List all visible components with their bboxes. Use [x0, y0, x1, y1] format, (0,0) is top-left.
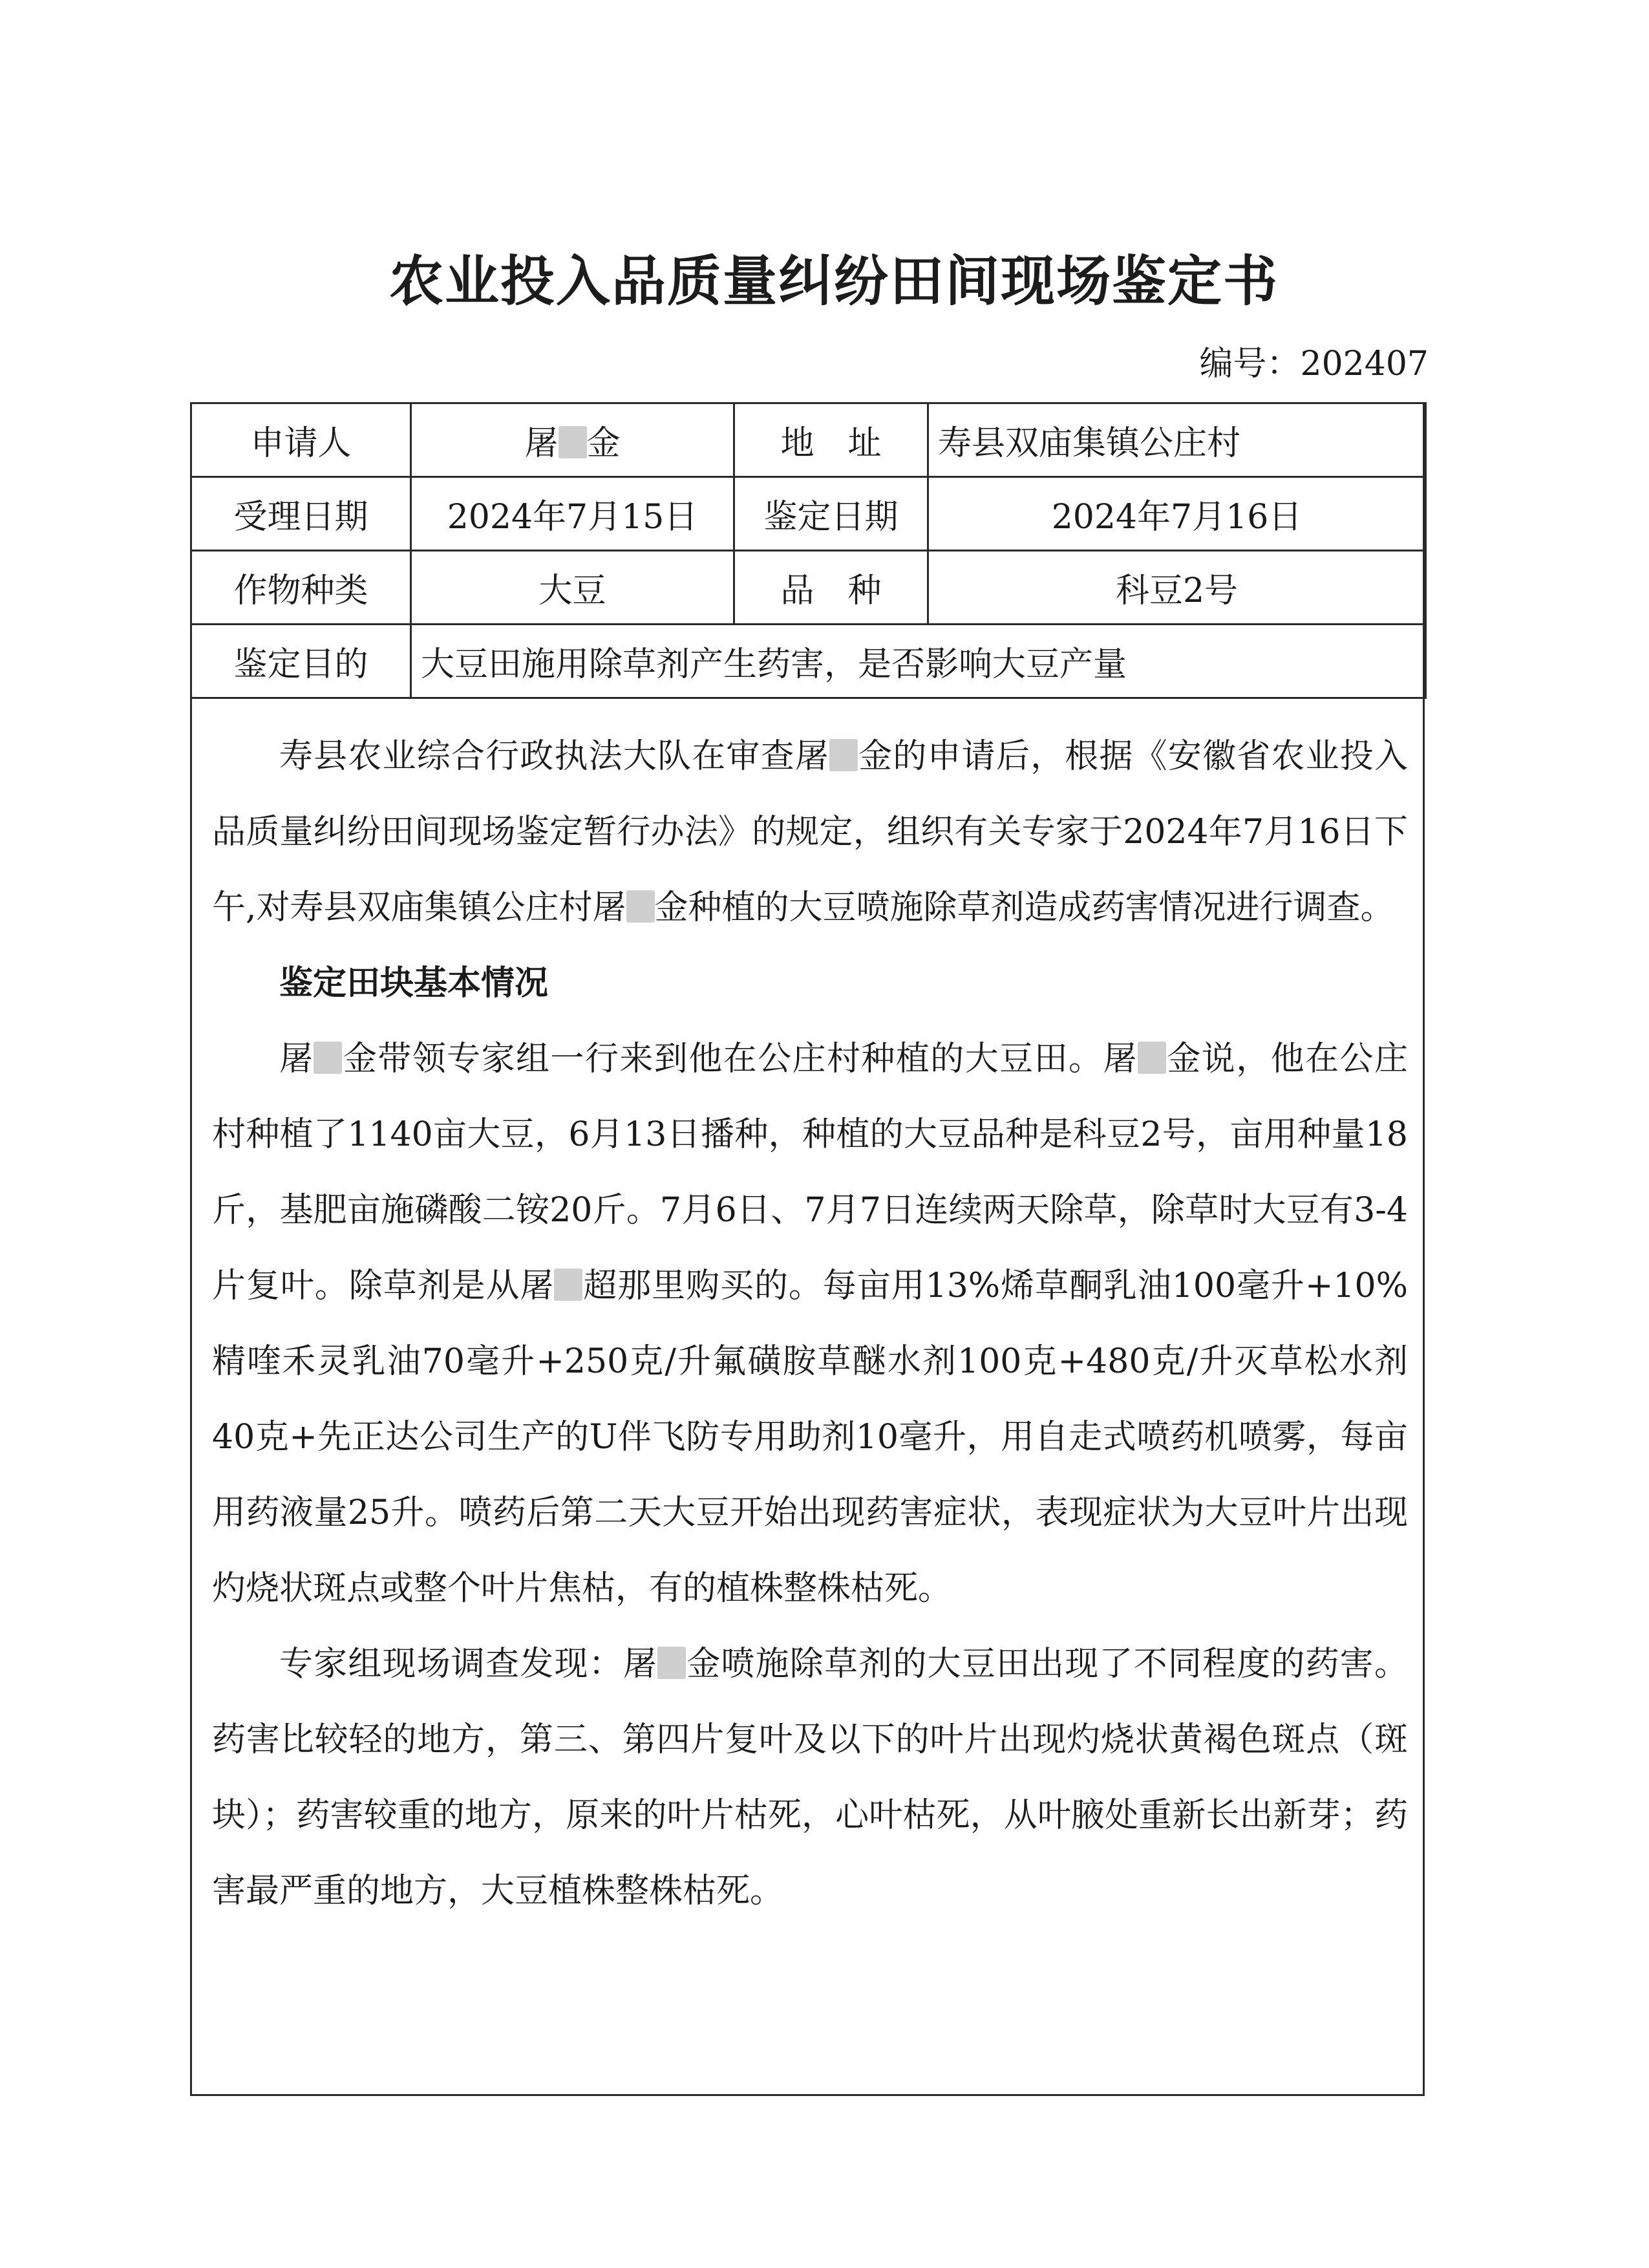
- table-row: [191, 551, 1426, 625]
- table-row: [191, 477, 1426, 551]
- variety-value: 科豆2号: [928, 551, 1426, 625]
- paragraph-intro: 寿县农业综合行政执法大队在审查屠 金的申请后，根据《安徽省农业投入品质量纠纷田间现场鉴定暂行办法》的规定，组织有关专家于2024年7月16日下午,对寿县双庙集镇公庄村屠 金种植的大豆喷施除草剂造成药害情况进行调查。: [212, 737, 1408, 927]
- document-title: 农业投入品质量纠纷田间现场鉴定书: [388, 250, 1279, 313]
- section-heading: 鉴定田块基本情况: [279, 964, 549, 1003]
- redacted-block: [1138, 1042, 1166, 1074]
- redacted-block: [626, 890, 655, 923]
- redacted-block: [829, 739, 858, 771]
- table-row: [191, 403, 1426, 477]
- accept-date-value: 2024年7月15日: [411, 477, 734, 551]
- address-value: 寿县双庙集镇公庄村: [928, 403, 1426, 477]
- appraisal-date-label: 鉴定日期: [734, 477, 928, 551]
- purpose-label: 鉴定目的: [191, 625, 411, 698]
- redacted-block: [554, 1268, 582, 1301]
- paragraph-findings: 专家组现场调查发现：屠 金喷施除草剂的大豆田出现了不同程度的药害。药害比较轻的地方，第三、第四片复叶及以下的叶片出现灼烧状黄褐色斑点（斑块）；药害较重的地方，原来的叶片枯死，心叶枯死，从叶腋处重新长出新芽；药害最严重的地方，大豆植株整株枯死。: [212, 1645, 1408, 1910]
- variety-label: 品 种: [734, 551, 928, 625]
- applicant-label: 申请人: [191, 403, 411, 477]
- redacted-block: [559, 426, 587, 458]
- crop-value: 大豆: [411, 551, 734, 625]
- appraisal-date-value: 2024年7月16日: [928, 477, 1426, 551]
- accept-date-label: 受理日期: [191, 477, 411, 551]
- address-label: 地 址: [734, 403, 928, 477]
- document-body: [212, 719, 1408, 1929]
- crop-label: 作物种类: [191, 551, 411, 625]
- document-number: 编号：202407: [1199, 345, 1429, 383]
- redacted-block: [314, 1042, 342, 1074]
- paragraph-field-info: 屠 金带领专家组一行来到他在公庄村种植的大豆田。屠 金说，他在公庄村种植了1140亩大豆，6月13日播种，种植的大豆品种是科豆2号，亩用种量18斤，基肥亩施磷酸二铵20斤。7月6日、7月7日连续两天除草，除草时大豆有3-4片复叶。除草剂是从屠 超那里购买的。每亩用13%烯草酮乳油100毫升+10%精喹禾灵乳油70毫升+250克/升氟磺胺草醚水剂100克+480克/升灭草松水剂40克+先正达公司生产的U伴飞防专用助剂10毫升，用自走式喷药机喷雾，每亩用药液量25升。喷药后第二天大豆开始出现药害症状，表现症状为大豆叶片出现灼烧状斑点或整个叶片焦枯，有的植株整株枯死。: [212, 1040, 1408, 1608]
- applicant-value: 屠 金: [411, 403, 734, 477]
- redacted-block: [657, 1647, 686, 1679]
- purpose-value: 大豆田施用除草剂产生药害，是否影响大豆产量: [411, 625, 1426, 698]
- info-table: [190, 402, 1427, 699]
- table-row: [191, 625, 1426, 698]
